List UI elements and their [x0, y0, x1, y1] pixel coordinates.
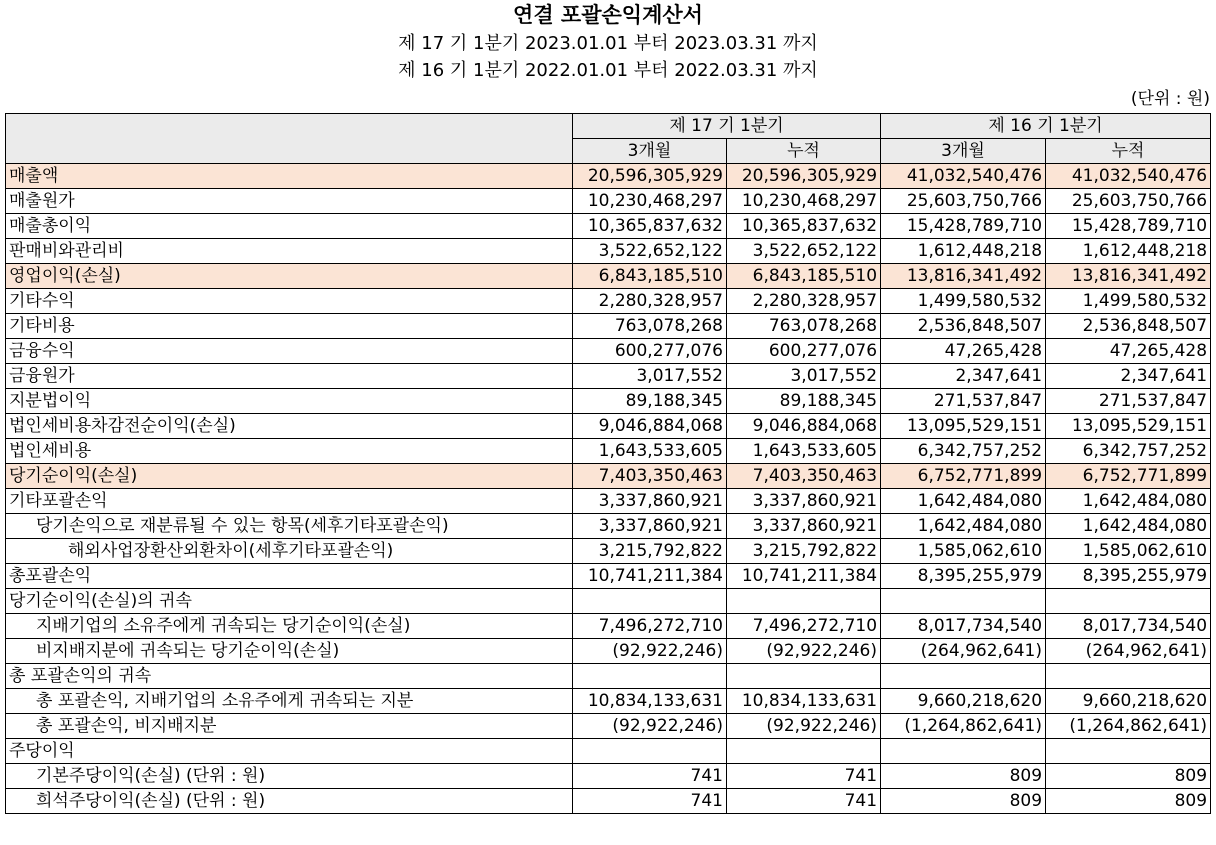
header-current-period: 제 17 기 1분기 [573, 114, 881, 139]
table-row [6, 164, 1211, 189]
table-body [6, 164, 1211, 814]
value-prior-cumulative: 1,612,448,218 [1046, 239, 1211, 264]
row-label: 기타비용 [6, 314, 573, 339]
row-label: 총 포괄손익, 지배기업의 소유주에게 귀속되는 지분 [6, 689, 573, 714]
value-prior-cumulative: (264,962,641) [1046, 639, 1211, 664]
value-current-3months: 10,834,133,631 [573, 689, 727, 714]
table-row [6, 289, 1211, 314]
table-header [6, 114, 1211, 164]
value-prior-3months: (1,264,862,641) [881, 714, 1046, 739]
row-label: 기타포괄손익 [6, 489, 573, 514]
table-row [6, 589, 1211, 614]
value-prior-3months [881, 739, 1046, 764]
value-prior-3months: 15,428,789,710 [881, 214, 1046, 239]
value-current-cumulative: 10,230,468,297 [727, 189, 881, 214]
table-row [6, 564, 1211, 589]
value-prior-cumulative: 1,499,580,532 [1046, 289, 1211, 314]
value-current-cumulative: 3,017,552 [727, 364, 881, 389]
value-prior-cumulative: 15,428,789,710 [1046, 214, 1211, 239]
value-current-cumulative: 741 [727, 764, 881, 789]
row-label: 지분법이익 [6, 389, 573, 414]
value-current-cumulative: 3,337,860,921 [727, 489, 881, 514]
value-prior-cumulative [1046, 589, 1211, 614]
value-current-cumulative: 9,046,884,068 [727, 414, 881, 439]
header-prior-cumulative: 누적 [1046, 139, 1211, 164]
value-prior-cumulative [1046, 664, 1211, 689]
table-row [6, 264, 1211, 289]
value-prior-3months: 13,095,529,151 [881, 414, 1046, 439]
row-label: 주당이익 [6, 739, 573, 764]
value-current-cumulative: 3,337,860,921 [727, 514, 881, 539]
value-prior-cumulative: 1,642,484,080 [1046, 489, 1211, 514]
table-row [6, 314, 1211, 339]
row-label: 영업이익(손실) [6, 264, 573, 289]
table-row [6, 189, 1211, 214]
table-row [6, 364, 1211, 389]
value-prior-cumulative: 9,660,218,620 [1046, 689, 1211, 714]
value-current-cumulative: 7,403,350,463 [727, 464, 881, 489]
row-label: 법인세비용차감전순이익(손실) [6, 414, 573, 439]
value-current-cumulative: 10,741,211,384 [727, 564, 881, 589]
row-label: 총 포괄손익, 비지배지분 [6, 714, 573, 739]
table-row [6, 414, 1211, 439]
value-prior-cumulative: 8,017,734,540 [1046, 614, 1211, 639]
value-prior-3months: 2,536,848,507 [881, 314, 1046, 339]
value-prior-3months: 271,537,847 [881, 389, 1046, 414]
row-label: 당기순이익(손실) [6, 464, 573, 489]
value-prior-cumulative: 8,395,255,979 [1046, 564, 1211, 589]
value-prior-3months: 9,660,218,620 [881, 689, 1046, 714]
value-prior-cumulative: 2,536,848,507 [1046, 314, 1211, 339]
value-current-3months: 600,277,076 [573, 339, 727, 364]
header-row-period [6, 114, 1211, 139]
value-current-3months: 3,337,860,921 [573, 489, 727, 514]
value-current-3months: (92,922,246) [573, 639, 727, 664]
value-current-3months: 10,741,211,384 [573, 564, 727, 589]
table-row [6, 239, 1211, 264]
value-current-cumulative [727, 589, 881, 614]
unit-label: (단위 : 원) [1130, 89, 1210, 109]
value-current-3months: 3,337,860,921 [573, 514, 727, 539]
table-row [6, 539, 1211, 564]
value-current-3months: 741 [573, 764, 727, 789]
value-prior-cumulative: 271,537,847 [1046, 389, 1211, 414]
value-prior-cumulative: 13,816,341,492 [1046, 264, 1211, 289]
value-prior-3months: (264,962,641) [881, 639, 1046, 664]
value-prior-3months: 1,642,484,080 [881, 514, 1046, 539]
value-current-cumulative: 741 [727, 789, 881, 814]
table-row [6, 439, 1211, 464]
table-row [6, 664, 1211, 689]
value-prior-cumulative: (1,264,862,641) [1046, 714, 1211, 739]
value-prior-cumulative: 809 [1046, 764, 1211, 789]
statement-title: 연결 포괄손익계산서 [513, 3, 703, 27]
value-prior-cumulative [1046, 739, 1211, 764]
value-current-3months: 3,215,792,822 [573, 539, 727, 564]
value-current-cumulative: 89,188,345 [727, 389, 881, 414]
row-label: 매출원가 [6, 189, 573, 214]
row-label: 법인세비용 [6, 439, 573, 464]
row-label: 지배기업의 소유주에게 귀속되는 당기순이익(손실) [6, 614, 573, 639]
header-current-cumulative: 누적 [727, 139, 881, 164]
value-prior-3months: 6,752,771,899 [881, 464, 1046, 489]
value-prior-3months: 47,265,428 [881, 339, 1046, 364]
value-prior-3months: 809 [881, 764, 1046, 789]
row-label: 금융수익 [6, 339, 573, 364]
value-prior-cumulative: 6,342,757,252 [1046, 439, 1211, 464]
value-prior-3months [881, 664, 1046, 689]
row-label: 기타수익 [6, 289, 573, 314]
table-row [6, 514, 1211, 539]
value-current-3months [573, 589, 727, 614]
income-statement-table [5, 113, 1211, 814]
value-prior-cumulative: 6,752,771,899 [1046, 464, 1211, 489]
value-prior-3months: 1,642,484,080 [881, 489, 1046, 514]
value-current-cumulative: 600,277,076 [727, 339, 881, 364]
value-current-3months: 2,280,328,957 [573, 289, 727, 314]
table-row [6, 789, 1211, 814]
value-prior-3months: 13,816,341,492 [881, 264, 1046, 289]
table-row [6, 614, 1211, 639]
value-current-cumulative: 3,522,652,122 [727, 239, 881, 264]
table-row [6, 689, 1211, 714]
row-label: 비지배지분에 귀속되는 당기순이익(손실) [6, 639, 573, 664]
value-current-cumulative: 7,496,272,710 [727, 614, 881, 639]
table-row [6, 464, 1211, 489]
value-prior-3months: 809 [881, 789, 1046, 814]
value-current-cumulative: (92,922,246) [727, 714, 881, 739]
value-prior-3months: 1,585,062,610 [881, 539, 1046, 564]
value-current-cumulative: 6,843,185,510 [727, 264, 881, 289]
table-row [6, 764, 1211, 789]
prior-period-label: 제 16 기 1분기 2022.01.01 부터 2022.03.31 까지 [398, 60, 818, 81]
header-prior-period: 제 16 기 1분기 [881, 114, 1211, 139]
value-current-3months: 10,230,468,297 [573, 189, 727, 214]
value-current-cumulative [727, 664, 881, 689]
current-period-label: 제 17 기 1분기 2023.01.01 부터 2023.03.31 까지 [398, 33, 818, 54]
value-prior-3months: 1,499,580,532 [881, 289, 1046, 314]
value-current-3months: (92,922,246) [573, 714, 727, 739]
row-label: 매출총이익 [6, 214, 573, 239]
value-prior-3months: 8,017,734,540 [881, 614, 1046, 639]
value-prior-cumulative: 41,032,540,476 [1046, 164, 1211, 189]
header-corner-cell [6, 114, 573, 164]
row-label: 당기순이익(손실)의 귀속 [6, 589, 573, 614]
value-current-3months: 1,643,533,605 [573, 439, 727, 464]
value-current-3months [573, 739, 727, 764]
row-label: 기본주당이익(손실) (단위 : 원) [6, 764, 573, 789]
value-current-cumulative: 763,078,268 [727, 314, 881, 339]
value-current-3months: 3,522,652,122 [573, 239, 727, 264]
value-current-3months: 6,843,185,510 [573, 264, 727, 289]
value-prior-cumulative: 47,265,428 [1046, 339, 1211, 364]
value-current-cumulative: 10,834,133,631 [727, 689, 881, 714]
value-current-cumulative: 10,365,837,632 [727, 214, 881, 239]
value-current-3months: 3,017,552 [573, 364, 727, 389]
row-label: 매출액 [6, 164, 573, 189]
row-label: 총 포괄손익의 귀속 [6, 664, 573, 689]
value-prior-3months: 1,612,448,218 [881, 239, 1046, 264]
row-label: 총포괄손익 [6, 564, 573, 589]
value-prior-cumulative: 25,603,750,766 [1046, 189, 1211, 214]
table-row [6, 639, 1211, 664]
value-current-3months: 10,365,837,632 [573, 214, 727, 239]
row-label: 희석주당이익(손실) (단위 : 원) [6, 789, 573, 814]
value-prior-3months [881, 589, 1046, 614]
value-prior-3months: 2,347,641 [881, 364, 1046, 389]
header-prior-3months: 3개월 [881, 139, 1046, 164]
value-current-3months: 7,403,350,463 [573, 464, 727, 489]
header-current-3months: 3개월 [573, 139, 727, 164]
value-current-cumulative: 20,596,305,929 [727, 164, 881, 189]
row-label: 판매비와관리비 [6, 239, 573, 264]
table-row [6, 739, 1211, 764]
value-current-3months: 7,496,272,710 [573, 614, 727, 639]
row-label: 금융원가 [6, 364, 573, 389]
value-current-cumulative: 1,643,533,605 [727, 439, 881, 464]
value-prior-3months: 25,603,750,766 [881, 189, 1046, 214]
value-current-cumulative: (92,922,246) [727, 639, 881, 664]
table-row [6, 389, 1211, 414]
value-current-3months: 763,078,268 [573, 314, 727, 339]
value-prior-3months: 6,342,757,252 [881, 439, 1046, 464]
value-prior-3months: 8,395,255,979 [881, 564, 1046, 589]
value-current-cumulative: 2,280,328,957 [727, 289, 881, 314]
value-current-cumulative: 3,215,792,822 [727, 539, 881, 564]
value-current-3months: 9,046,884,068 [573, 414, 727, 439]
table-row [6, 489, 1211, 514]
value-prior-3months: 41,032,540,476 [881, 164, 1046, 189]
value-current-3months [573, 664, 727, 689]
value-prior-cumulative: 2,347,641 [1046, 364, 1211, 389]
value-current-3months: 20,596,305,929 [573, 164, 727, 189]
table-row [6, 714, 1211, 739]
table-row [6, 214, 1211, 239]
value-current-3months: 89,188,345 [573, 389, 727, 414]
row-label: 당기손익으로 재분류될 수 있는 항목(세후기타포괄손익) [6, 514, 573, 539]
row-label: 해외사업장환산외환차이(세후기타포괄손익) [6, 539, 573, 564]
value-current-cumulative [727, 739, 881, 764]
value-prior-cumulative: 809 [1046, 789, 1211, 814]
table-row [6, 339, 1211, 364]
value-prior-cumulative: 13,095,529,151 [1046, 414, 1211, 439]
value-current-3months: 741 [573, 789, 727, 814]
value-prior-cumulative: 1,585,062,610 [1046, 539, 1211, 564]
value-prior-cumulative: 1,642,484,080 [1046, 514, 1211, 539]
